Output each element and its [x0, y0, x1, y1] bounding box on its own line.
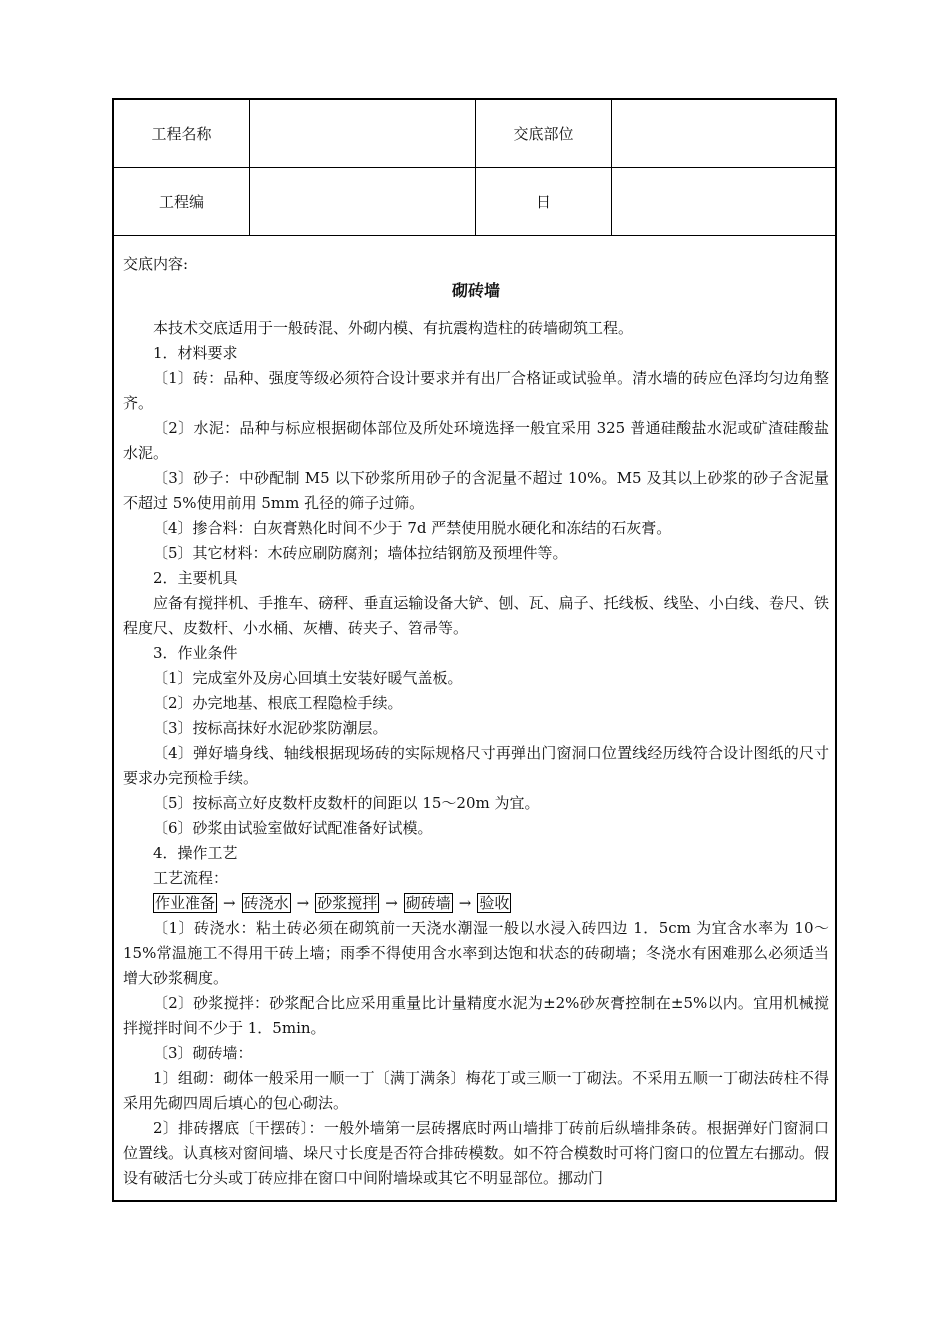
paragraph: 〔5〕其它材料：木砖应刷防腐剂；墙体拉结钢筋及预埋件等。 — [153, 544, 568, 562]
header-row-2 — [114, 168, 835, 236]
flow-step-wet-bricks: 砖浇水 — [243, 894, 289, 912]
project-name-label: 工程名称 — [114, 100, 250, 167]
paragraph: 〔2〕办完地基、根底工程隐检手续。 — [153, 694, 403, 712]
disclosure-part-label: 交底部位 — [476, 100, 612, 167]
project-number-value — [250, 168, 476, 235]
paragraph: 〔5〕按标高立好皮数杆皮数杆的间距以 15～20m 为宜。 — [153, 794, 540, 812]
flow-step-mix-mortar: 砂浆搅拌 — [317, 894, 378, 912]
project-name-value — [250, 100, 476, 167]
disclosure-content — [123, 252, 829, 1191]
paragraph: 〔4〕弹好墙身线、轴线根据现场砖的实际规格尺寸再弹出门窗洞口位置线经历线符合设计图纸的尺寸要求办完预检手续。 — [123, 744, 829, 787]
paragraph: 〔1〕砖：品种、强度等级必须符合设计要求并有出厂合格证或试验单。清水墙的砖应色泽均匀边角整齐。 — [123, 369, 829, 412]
paragraph: 〔4〕掺合料：白灰膏熟化时间不少于 7d 严禁使用脱水硬化和冻结的石灰膏。 — [153, 519, 672, 537]
project-number-label: 工程编 — [114, 168, 250, 235]
paragraph: 〔3〕砌砖墙： — [153, 1044, 253, 1062]
paragraph: 1〕组砌：砌体一般采用一顺一丁〔满丁满条〕梅花丁或三顺一丁砌法。不采用五顺一丁砌法砖柱不得采用先砌四周后填心的包心砌法。 — [123, 1069, 829, 1112]
date-value — [612, 168, 835, 235]
section-heading: 4．操作工艺 — [153, 844, 238, 862]
paragraph: 2〕排砖撂底〔干摆砖〕：一般外墙第一层砖撂底时两山墙排丁砖前后纵墙排条砖。根据弹好门窗洞口位置线。认真核对窗间墙、垛尺寸长度是否符合排砖模数。如不符合模数时可将门窗口的位置左右挪动。假设有破活七分头或丁砖应排在窗口中间附墙垛或其它不明显部位。挪动门 — [123, 1119, 829, 1187]
document-title: 砌砖墙 — [451, 281, 500, 300]
content-label: 交底内容: — [123, 255, 189, 273]
paragraph: 本技术交底适用于一般砖混、外砌内模、有抗震构造柱的砖墙砌筑工程。 — [153, 319, 634, 337]
date-label: 日 — [476, 168, 612, 235]
flow-step-lay-bricks: 砌砖墙 — [405, 894, 451, 912]
flow-arrow: → — [223, 894, 236, 912]
disclosure-part-value — [612, 100, 835, 167]
paragraph: 〔3〕按标高抹好水泥砂浆防潮层。 — [153, 719, 388, 737]
paragraph: 〔1〕完成室外及房心回填土安装好暖气盖板。 — [153, 669, 463, 687]
paragraph: 〔1〕砖浇水：粘土砖必须在砌筑前一天浇水潮湿一般以水浸入砖四边 1．5cm 为宜含水率为 10～15%常温施工不得用干砖上墙；雨季不得使用含水率到达饱和状态的砖砌墙；冬浇水有困难那么必须适当增大砂浆稠度。 — [123, 919, 829, 987]
process-flow — [123, 891, 829, 916]
paragraph: 〔2〕水泥：品种与标应根据砌体部位及所处环境选择一般宜采用 325 普通硅酸盐水泥或矿渣硅酸盐水泥。 — [123, 419, 829, 462]
header-row-1 — [114, 100, 835, 168]
paragraph: 工艺流程： — [153, 869, 229, 887]
paragraph: 应备有搅拌机、手推车、磅秤、垂直运输设备大铲、刨、瓦、扁子、托线板、线坠、小白线、卷尺、铁程度尺、皮数杆、小水桶、灰槽、砖夹子、笤帚等。 — [123, 594, 829, 637]
paragraph: 〔3〕砂子：中砂配制 M5 以下砂浆所用砂子的含泥量不超过 10%。M5 及其以上砂浆的砂子含泥量不超过 5%使用前用 5mm 孔径的筛子过筛。 — [123, 469, 829, 512]
section-heading: 3．作业条件 — [153, 644, 238, 662]
flow-arrow: → — [458, 894, 472, 912]
flow-step-prepare: 作业准备 — [155, 894, 216, 912]
flow-arrow: → — [385, 894, 398, 912]
paragraph: 〔2〕砂浆搅拌：砂浆配合比应采用重量比计量精度水泥为±2%砂灰膏控制在±5%以内。宜用机械搅拌搅拌时间不少于 1．5min。 — [123, 994, 829, 1037]
flow-step-inspect: 验收 — [479, 894, 510, 912]
disclosure-form — [112, 98, 837, 1202]
section-heading: 1．材料要求 — [153, 344, 238, 362]
section-heading: 2．主要机具 — [153, 569, 238, 587]
paragraph: 〔6〕砂浆由试验室做好试配准备好试模。 — [153, 819, 433, 837]
flow-arrow: → — [296, 894, 310, 912]
